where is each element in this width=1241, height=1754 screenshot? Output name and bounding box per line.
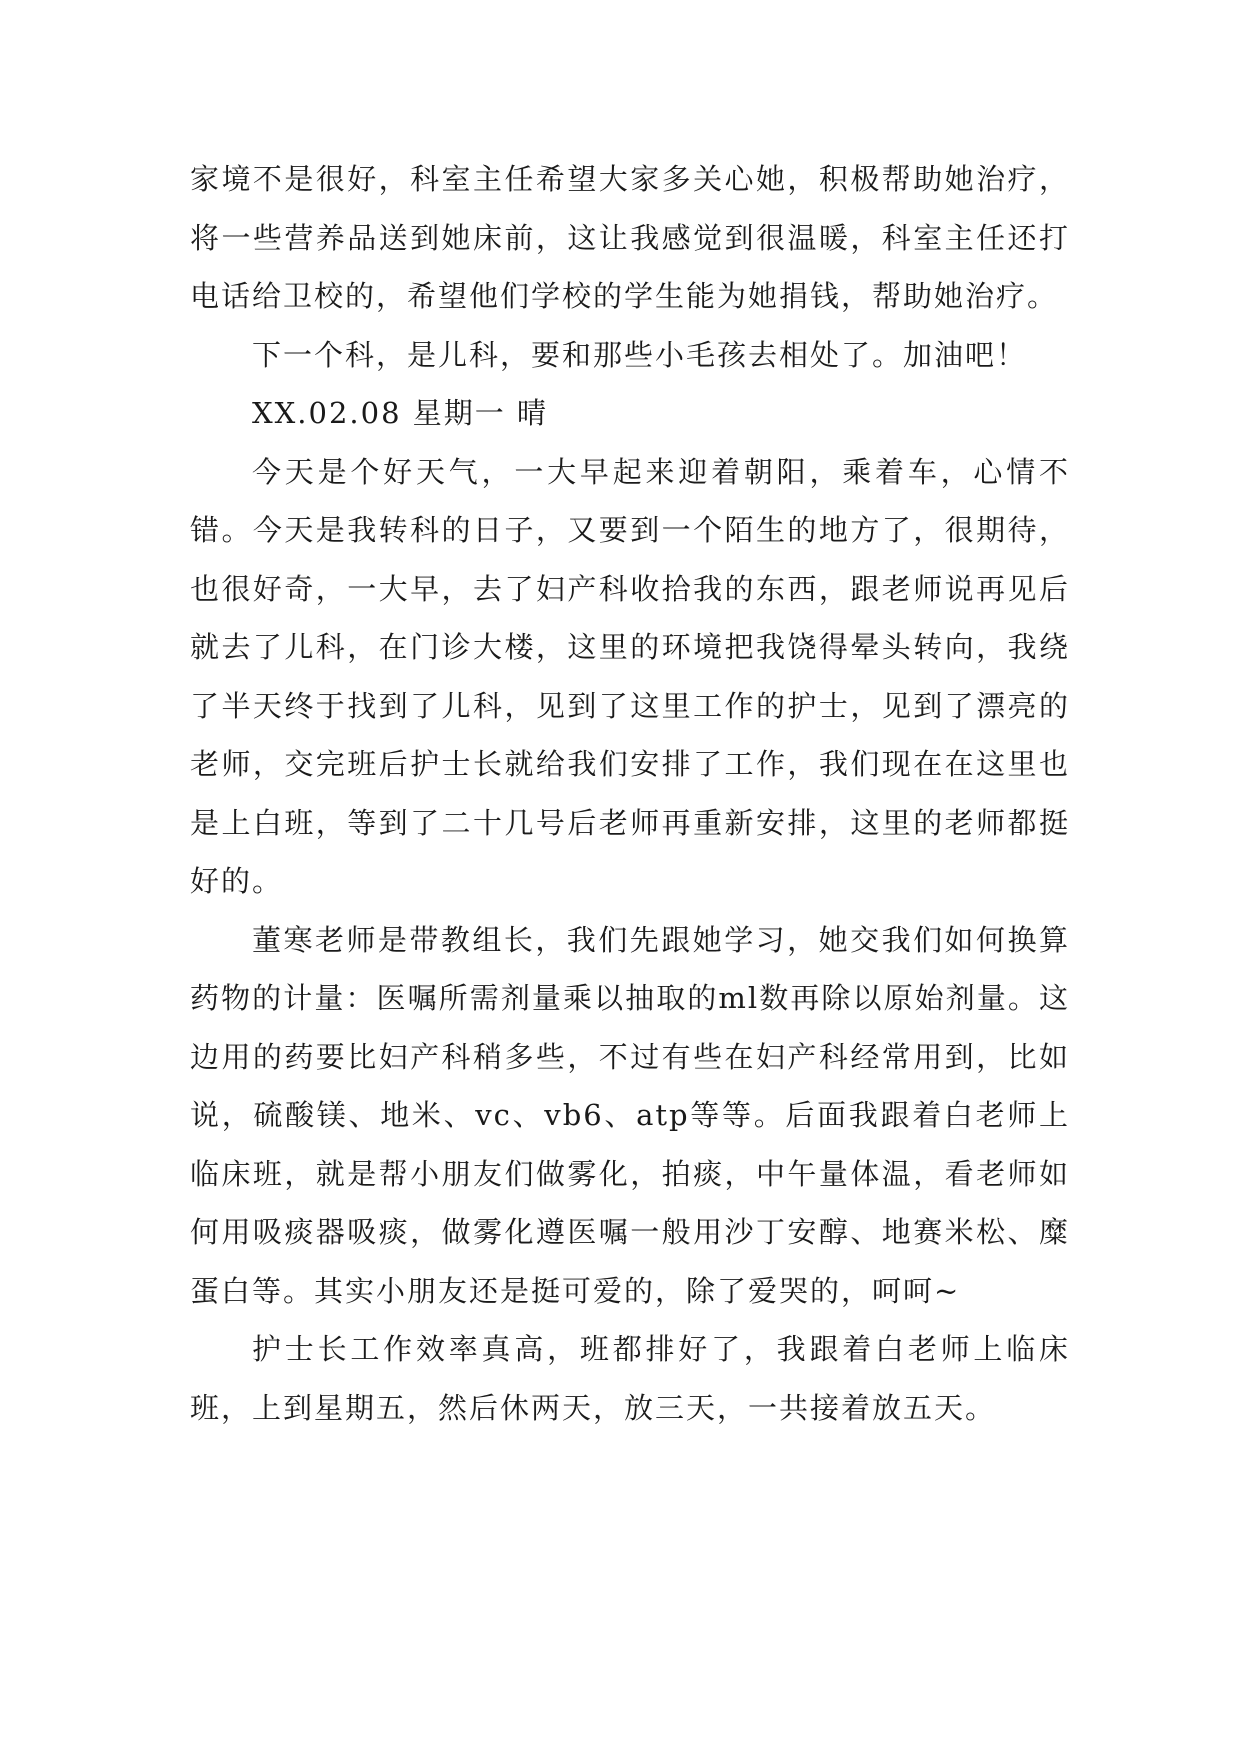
paragraph-teacher-dong: 董寒老师是带教组长，我们先跟她学习，她交我们如何换算药物的计量：医嘱所需剂量乘以抽取的ml数再除以原始剂量。这边用的药要比妇产科稍多些，不过有些在妇产科经常用到，比如说，硫酸镁、地米、vc、vb6、atp等等。后面我跟着白老师上临床班，就是帮小朋友们做雾化，拍痰，中午量体温，看老师如何用吸痰器吸痰，做雾化遵医嘱一般用沙丁安醇、地赛米松、糜蛋白等。其实小朋友还是挺可爱的，除了爱哭的，呵呵~ [190, 922, 1070, 1308]
diary-date-heading: XX.02.08 星期一 晴 [252, 396, 548, 430]
paragraph-continued: 家境不是很好，科室主任希望大家多关心她，积极帮助她治疗，将一些营养品送到她床前，这让我感觉到很温暖，科室主任还打电话给卫校的，希望他们学校的学生能为她捐钱，帮助她治疗。 [190, 162, 1070, 313]
paragraph-next-department: 下一个科，是儿科，要和那些小毛孩去相处了。加油吧！ [252, 337, 1028, 372]
paragraph-schedule: 护士长工作效率真高，班都排好了，我跟着白老师上临床班，上到星期五，然后休两天，放三天，一共接着放五天。 [190, 1332, 1070, 1425]
paragraph-transfer-day: 今天是个好天气，一大早起来迎着朝阳，乘着车，心情不错。今天是我转科的日子，又要到一个陌生的地方了，很期待，也很好奇，一大早，去了妇产科收拾我的东西，跟老师说再见后就去了儿科，在门诊大楼，这里的环境把我饶得晕头转向，我绕了半天终于找到了儿科，见到了这里工作的护士，见到了漂亮的老师，交完班后护士长就给我们安排了工作，我们现在在这里也是上白班，等到了二十几号后老师再重新安排，这里的老师都挺好的。 [190, 454, 1070, 898]
document-body [190, 150, 1070, 1437]
